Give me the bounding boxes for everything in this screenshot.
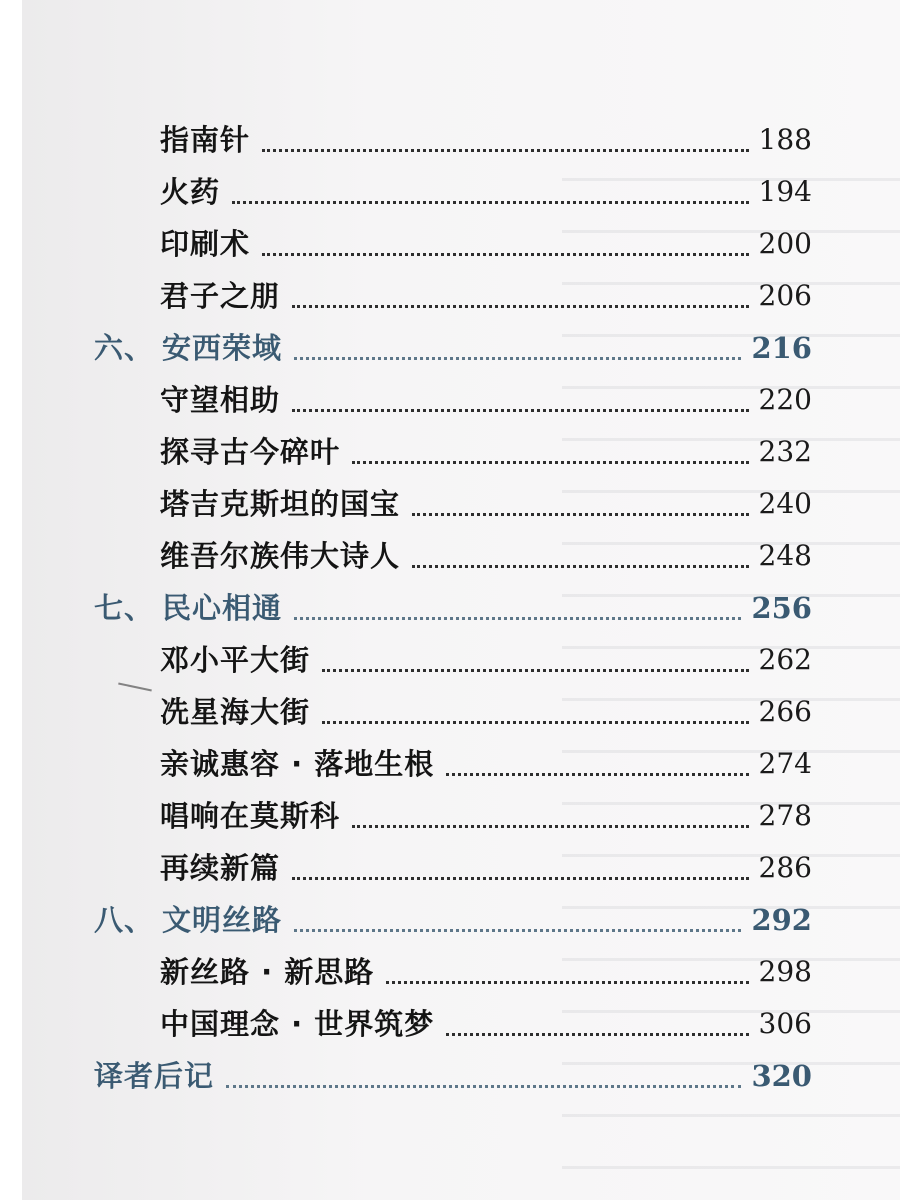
toc-back-matter-page: 320 <box>751 1059 812 1093</box>
toc-entry <box>160 170 812 214</box>
dot-leader <box>226 1085 741 1088</box>
toc-chapter-page: 292 <box>751 903 812 937</box>
dot-leader <box>292 877 749 880</box>
toc-entry-page: 200 <box>758 227 812 260</box>
toc-chapter-entry <box>94 898 812 942</box>
toc-entry <box>160 846 812 890</box>
toc-entry-title: 中国理念 · 世界筑梦 <box>160 1007 435 1041</box>
dot-leader <box>352 825 749 828</box>
toc-entry-title: 塔吉克斯坦的国宝 <box>160 487 401 521</box>
toc-chapter-entry <box>94 326 812 370</box>
toc-entry-page: 232 <box>758 435 812 468</box>
toc-back-matter-title: 译者后记 <box>94 1059 215 1093</box>
toc-entry-title: 探寻古今碎叶 <box>160 435 341 469</box>
toc-entry-page: 306 <box>758 1007 812 1040</box>
chapter-number: 六、 <box>94 331 155 365</box>
toc-entry <box>160 794 812 838</box>
dot-leader <box>412 565 749 568</box>
toc-entry-title: 冼星海大街 <box>160 695 311 729</box>
toc-back-matter-entry <box>94 1054 812 1098</box>
dot-leader <box>292 409 749 412</box>
chapter-number: 八、 <box>94 903 155 937</box>
toc-entry <box>160 118 812 162</box>
toc-entry <box>160 690 812 734</box>
dot-leader <box>412 513 749 516</box>
toc-entry-page: 298 <box>758 955 812 988</box>
dot-leader <box>232 201 749 204</box>
dot-leader <box>322 669 749 672</box>
toc-entry <box>160 534 812 578</box>
toc-entry-title: 再续新篇 <box>160 851 281 885</box>
dot-leader <box>262 149 749 152</box>
toc-entry-page: 188 <box>758 123 812 156</box>
toc-entry-page: 274 <box>758 747 812 780</box>
toc-entry-page: 286 <box>758 851 812 884</box>
toc-entry-title: 火药 <box>160 175 221 209</box>
toc-chapter-title: 民心相通 <box>162 591 283 625</box>
toc-entry <box>160 378 812 422</box>
toc-entry <box>160 482 812 526</box>
toc-entry-title: 亲诚惠容 · 落地生根 <box>160 747 435 781</box>
toc-chapter-title: 文明丝路 <box>162 903 283 937</box>
toc-entry-page: 278 <box>758 799 812 832</box>
toc-entry-title: 守望相助 <box>160 383 281 417</box>
dot-leader <box>322 721 749 724</box>
toc-entry-title: 唱响在莫斯科 <box>160 799 341 833</box>
dot-leader <box>262 253 749 256</box>
toc-chapter-title: 安西荣域 <box>162 331 283 365</box>
toc-chapter-page: 216 <box>751 331 812 365</box>
toc-entry-page: 194 <box>758 175 812 208</box>
toc-chapter-page: 256 <box>751 591 812 625</box>
dot-leader <box>446 1033 748 1036</box>
toc-entry-title: 邓小平大街 <box>160 643 311 677</box>
toc-entry <box>160 222 812 266</box>
toc-entry <box>160 1002 812 1046</box>
dot-leader <box>294 357 741 360</box>
toc-entry-title: 新丝路 · 新思路 <box>160 955 375 989</box>
toc-entry-page: 266 <box>758 695 812 728</box>
toc-entry-title: 维吾尔族伟大诗人 <box>160 539 401 573</box>
dot-leader <box>352 461 749 464</box>
toc-entry-page: 206 <box>758 279 812 312</box>
chapter-number: 七、 <box>94 591 155 625</box>
toc-entry <box>160 430 812 474</box>
dot-leader <box>294 929 741 932</box>
dot-leader <box>292 305 749 308</box>
dot-leader <box>294 617 741 620</box>
toc-chapter-entry <box>94 586 812 630</box>
toc-entry-title: 指南针 <box>160 123 251 157</box>
toc-entry <box>160 274 812 318</box>
toc-entry-title: 印刷术 <box>160 227 251 261</box>
dot-leader <box>446 773 748 776</box>
toc-entry-page: 262 <box>758 643 812 676</box>
toc-entry-page: 248 <box>758 539 812 572</box>
dot-leader <box>386 981 748 984</box>
toc-entry-page: 220 <box>758 383 812 416</box>
toc-entry-title: 君子之朋 <box>160 279 281 313</box>
toc-entry <box>160 638 812 682</box>
toc-entry <box>160 742 812 786</box>
toc-entry-page: 240 <box>758 487 812 520</box>
toc-entry <box>160 950 812 994</box>
